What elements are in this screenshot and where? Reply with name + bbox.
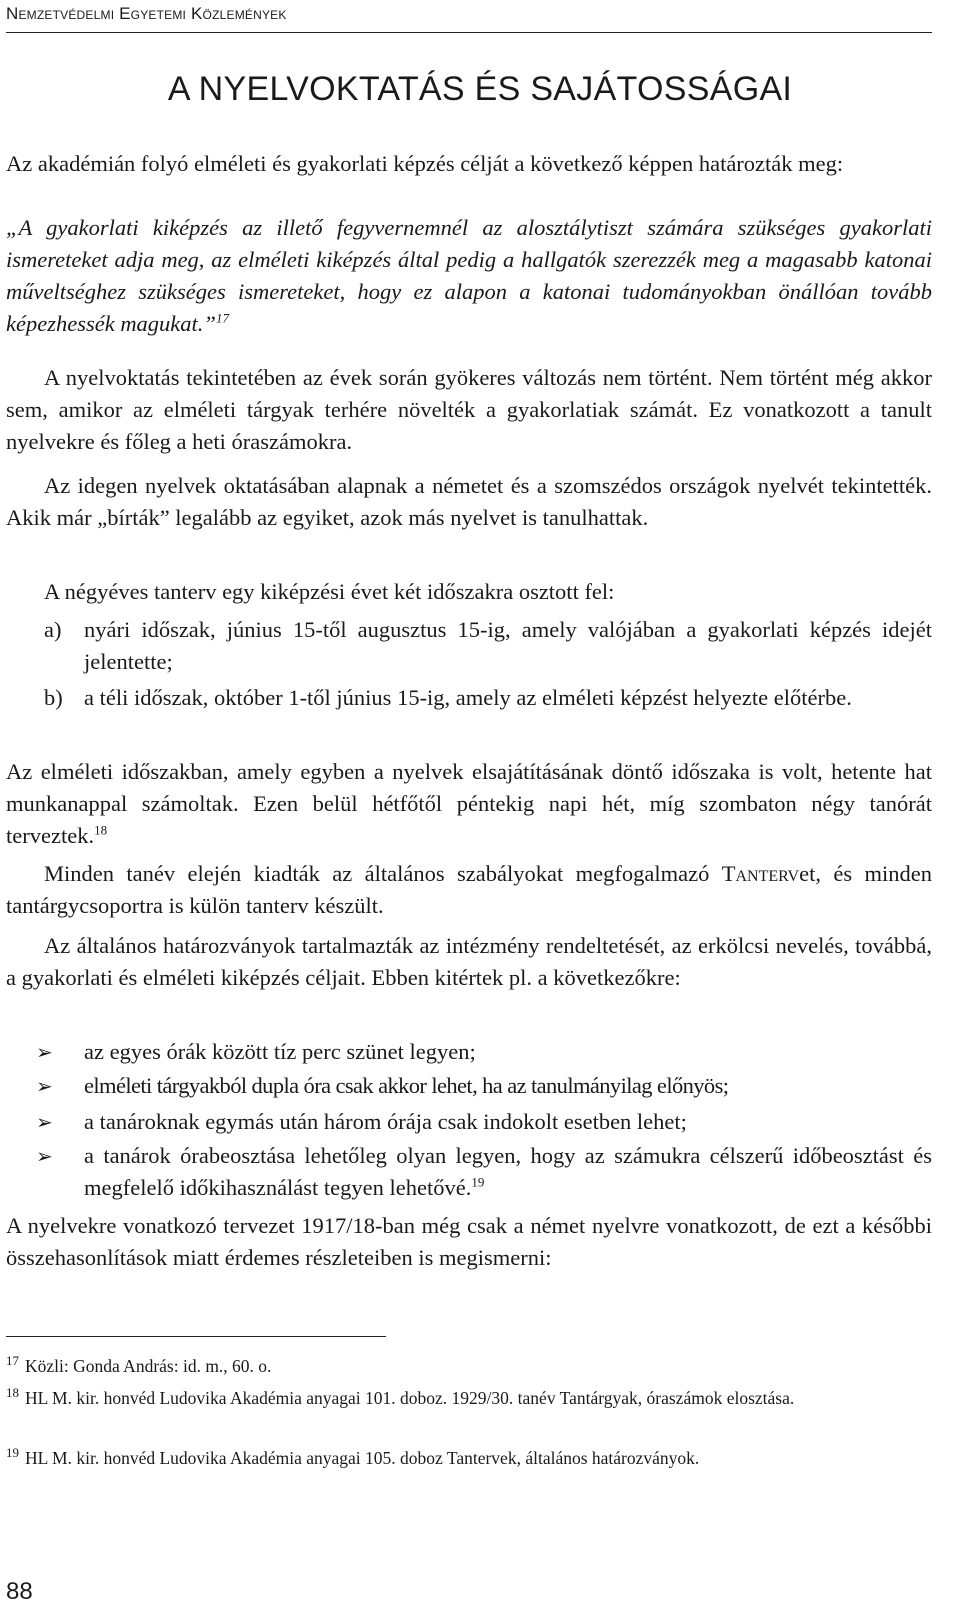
intro-paragraph: Az akadémián folyó elméleti és gyakorlati képzés célját a következő képpen határozták meg:	[6, 151, 844, 176]
period-marker: a)	[44, 617, 62, 642]
period-marker: b)	[44, 685, 63, 710]
running-title: Nemzetvédelmi Egyetemi Közlemények	[6, 4, 287, 23]
quote-text: „A gyakorlati kiképzés az illető fegyvernemnél az alosztálytiszt számára szükséges gyakorlati ismereteket adja meg, az elméleti kiképzés által pedig a hallgatók szerezzék meg a magasabb katonai műveltséghez szükséges ismereteket, hogy ez alapon a katonai tudományokban önállóan tovább képezhessék magukat.”	[6, 215, 932, 336]
paragraph-theoretical-period	[6, 756, 932, 852]
period-text: a téli időszak, október 1-től június 15-ig, amely az elméleti képzést helyezte előtérbe.	[84, 685, 852, 710]
bullet-item	[36, 1140, 932, 1204]
arrow-bullet-icon: ➢	[36, 1146, 53, 1168]
period-item-b	[44, 682, 932, 714]
period-item-a	[44, 614, 932, 678]
bullet-text: az egyes órák között tíz perc szünet legyen;	[84, 1039, 476, 1064]
arrow-bullet-icon: ➢	[36, 1112, 53, 1134]
running-header	[6, 4, 932, 33]
paragraph-foreign-languages: Az idegen nyelvek oktatásában alapnak a németet és a szomszédos országok nyelvét tekintették. Akik már „bírták” legalább az egyiket, azok más nyelvet is tanulhattak.	[6, 473, 932, 530]
bullet-item	[36, 1036, 932, 1068]
footnote-ref-17: 17	[215, 310, 229, 326]
bullet-text: elméleti tárgyakból dupla óra csak akkor lehet, ha az tanulmányilag előnyös;	[84, 1073, 729, 1098]
footnote-17	[6, 1354, 932, 1379]
page-number: 88	[6, 1578, 33, 1605]
footnote-text: HL M. kir. honvéd Ludovika Akadémia anyagai 105. doboz Tantervek, általános határozványok.	[25, 1448, 700, 1468]
bullet-text	[84, 1140, 932, 1204]
footnote-19	[6, 1446, 932, 1471]
bullet-text-content: a tanárok órabeosztása lehetőleg olyan legyen, hogy az számukra célszerű időbeosztást és megfelelő időkihasználást tegyen lehetővé.	[84, 1143, 932, 1200]
section-title: A NYELVOKTATÁS ÉS SAJÁTOSSÁGAI	[167, 70, 793, 108]
footnote-text: HL M. kir. honvéd Ludovika Akadémia anyagai 101. doboz. 1929/30. tanév Tantárgyak, óraszámok elosztása.	[25, 1388, 795, 1408]
footnote-ref-18: 18	[94, 822, 108, 838]
footnote-number: 18	[6, 1385, 19, 1401]
footnote-text: Közli: Gonda András: id. m., 60. o.	[25, 1356, 272, 1376]
paragraph-four-year-plan: A négyéves tanterv egy kiképzési évet két időszakra osztott fel:	[44, 579, 615, 604]
paragraph-text: et, és minden tantárgycsoportra is külön tanterv készült.	[6, 861, 932, 918]
paragraph-curriculum	[6, 858, 932, 922]
paragraph-text: Az elméleti időszakban, amely egyben a nyelvek elsajátításának döntő időszaka is volt, hetente hat munkanappal számoltak. Ezen belül hétfőtől péntekig napi hét, míg szombaton négy tanórát terveztek.	[6, 759, 932, 848]
footnote-ref-19: 19	[471, 1174, 485, 1190]
bullet-text: a tanároknak egymás után három órája csak indokolt esetben lehet;	[84, 1109, 687, 1134]
footnote-divider	[6, 1336, 386, 1337]
period-text: nyári időszak, június 15-től augusztus 15-ig, amely valójában a gyakorlati képzés idejét jelentette;	[84, 617, 932, 674]
quote-paragraph	[6, 212, 932, 340]
bullet-item	[36, 1106, 932, 1138]
arrow-bullet-icon: ➢	[36, 1042, 53, 1064]
footnote-number: 17	[6, 1353, 19, 1369]
footnote-number: 19	[6, 1445, 19, 1461]
paragraph-language-draft: A nyelvekre vonatkozó tervezet 1917/18-ban még csak a német nyelvre vonatkozott, de ezt a későbbi összehasonlítások miatt érdemes részleteiben is megismerni:	[6, 1213, 932, 1270]
footnote-18	[6, 1386, 932, 1411]
curriculum-term: Tanterv	[721, 861, 800, 886]
arrow-bullet-icon: ➢	[36, 1076, 53, 1098]
paragraph-general-resolutions: Az általános határozványok tartalmazták az intézmény rendeltetését, az erkölcsi nevelés, továbbá, a gyakorlati és elméleti kiképzés céljait. Ebben kitértek pl. a következőkre:	[6, 933, 932, 990]
bullet-item	[36, 1070, 932, 1102]
paragraph-text: Minden tanév elején kiadták az általános szabályokat megfogalmazó	[44, 861, 722, 886]
paragraph-language-teaching: A nyelvoktatás tekintetében az évek során gyökeres változás nem történt. Nem történt még akkor sem, amikor az elméleti tárgyak terhére növelték a gyakorlatiak számát. Ez vonatkozott a tanult nyelvekre és főleg a heti óraszámokra.	[6, 365, 932, 454]
